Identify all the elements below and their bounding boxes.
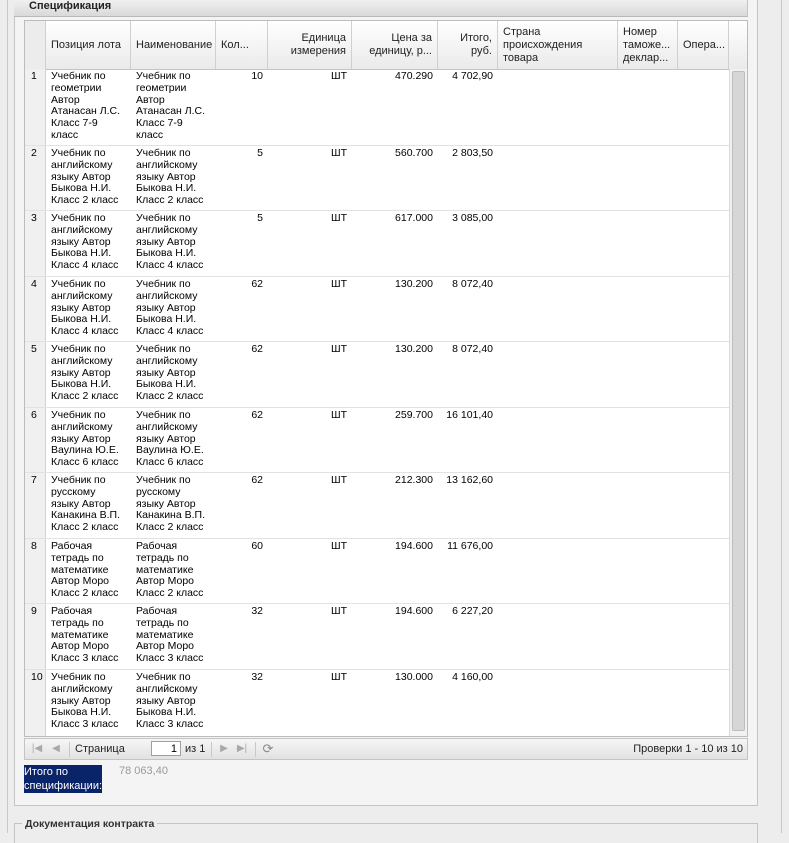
cell-price: 194.600: [395, 605, 433, 617]
header-operations[interactable]: Опера...: [678, 21, 729, 69]
total-label: Итого по спецификации:: [24, 766, 103, 792]
specification-grid: [24, 20, 748, 737]
cell-empty: [678, 69, 729, 145]
grid-pager: [24, 738, 748, 760]
header-lot-position[interactable]: Позиция лота: [46, 21, 131, 69]
cell-unit: ШТ: [330, 474, 347, 486]
contract-documentation-legend: Документация контракта: [22, 818, 157, 830]
panel-title: Спецификация: [29, 0, 112, 12]
page-count-label: из 1: [185, 743, 206, 755]
cell-price: 194.600: [395, 540, 433, 552]
cell-n: 8: [25, 539, 46, 603]
cell-price: 259.700: [395, 409, 433, 421]
cell-qty: 62: [251, 278, 263, 290]
next-page-icon[interactable]: ▶: [220, 743, 228, 754]
pager-separator: [255, 742, 256, 757]
cell-pos: Учебник по английскому языку Автор Быкова Н.И. Класс 2 класс: [51, 147, 119, 207]
pager-separator: [211, 742, 212, 757]
cell-empty: [498, 408, 618, 472]
cell-empty: [618, 69, 678, 145]
cell-empty: [678, 146, 729, 210]
cell-unit: ШТ: [330, 147, 347, 159]
grid-header: [25, 21, 747, 70]
cell-n: 6: [25, 408, 46, 472]
header-customs-declaration[interactable]: Номер таможе... деклар...: [618, 21, 678, 69]
table-row[interactable]: [25, 408, 729, 473]
cell-total: 6 227,20: [452, 605, 493, 617]
cell-qty: 5: [257, 147, 263, 159]
cell-price: 130.000: [395, 671, 433, 683]
table-row[interactable]: [25, 473, 729, 539]
first-page-icon[interactable]: |◀: [31, 743, 43, 754]
cell-n: 7: [25, 473, 46, 538]
cell-n: 2: [25, 146, 46, 210]
cell-n: 9: [25, 604, 46, 669]
grid-vertical-scrollbar[interactable]: [729, 69, 748, 736]
cell-unit: ШТ: [330, 278, 347, 290]
cell-unit: ШТ: [330, 212, 347, 224]
cell-qty: 60: [251, 540, 263, 552]
cell-name: Учебник по английскому языку Автор Быкова Н.И. Класс 2 класс: [136, 343, 204, 403]
cell-pos: Учебник по английскому языку Автор Быкова Н.И. Класс 4 класс: [51, 212, 119, 272]
cell-empty: [678, 539, 729, 603]
cell-empty: [618, 211, 678, 276]
cell-empty: [678, 473, 729, 538]
header-unit-price[interactable]: Цена за единицу, р...: [352, 21, 438, 69]
cell-unit: ШТ: [330, 70, 347, 82]
cell-pos: Учебник по английскому языку Автор Быкова Н.И. Класс 4 класс: [51, 278, 119, 338]
cell-n: 5: [25, 342, 46, 407]
cell-qty: 10: [251, 70, 263, 82]
cell-empty: [498, 604, 618, 669]
cell-empty: [498, 539, 618, 603]
table-row[interactable]: [25, 211, 729, 277]
cell-qty: 32: [251, 671, 263, 683]
cell-name: Учебник по английскому языку Автор Быкова Н.И. Класс 4 класс: [136, 278, 204, 338]
cell-empty: [618, 670, 678, 736]
header-total[interactable]: Итого, руб.: [438, 21, 498, 69]
cell-name: Учебник по русскому языку Автор Канакина В.П. Класс 2 класс: [136, 474, 205, 534]
cell-unit: ШТ: [330, 540, 347, 552]
cell-price: 560.700: [395, 147, 433, 159]
cell-empty: [618, 146, 678, 210]
table-row[interactable]: [25, 342, 729, 408]
cell-empty: [498, 146, 618, 210]
pager-status: Проверки 1 - 10 из 10: [633, 743, 743, 755]
cell-empty: [678, 670, 729, 736]
cell-empty: [498, 69, 618, 145]
cell-name: Учебник по английскому языку Автор Быкова Н.И. Класс 3 класс: [136, 671, 204, 731]
cell-unit: ШТ: [330, 343, 347, 355]
cell-total: 3 085,00: [452, 212, 493, 224]
cell-total: 2 803,50: [452, 147, 493, 159]
cell-name: Учебник по английскому языку Автор Ваулина Ю.Е. Класс 6 класс: [136, 409, 204, 469]
cell-name: Учебник по английскому языку Автор Быкова Н.И. Класс 2 класс: [136, 147, 204, 207]
table-row[interactable]: [25, 277, 729, 342]
prev-page-icon[interactable]: ◀: [52, 743, 60, 754]
cell-empty: [498, 211, 618, 276]
cell-pos: Учебник по английскому языку Автор Ваулина Ю.Е. Класс 6 класс: [51, 409, 119, 469]
specification-panel-header: [14, 0, 748, 17]
cell-empty: [618, 539, 678, 603]
cell-empty: [498, 670, 618, 736]
header-rownum: [25, 21, 46, 69]
cell-total: 8 072,40: [452, 278, 493, 290]
cell-pos: Учебник по английскому языку Автор Быкова Н.И. Класс 2 класс: [51, 343, 119, 403]
last-page-icon[interactable]: ▶|: [236, 743, 248, 754]
scrollbar-thumb[interactable]: [732, 71, 745, 731]
cell-empty: [678, 342, 729, 407]
cell-total: 8 072,40: [452, 343, 493, 355]
page-label: Страница: [75, 743, 125, 755]
table-row[interactable]: [25, 69, 729, 146]
table-row[interactable]: [25, 539, 729, 604]
table-row[interactable]: [25, 604, 729, 670]
cell-total: 16 101,40: [446, 409, 493, 421]
header-quantity[interactable]: Кол...: [216, 21, 268, 69]
cell-n: 3: [25, 211, 46, 276]
cell-n: 4: [25, 277, 46, 341]
cell-n: 10: [25, 670, 46, 736]
cell-pos: Рабочая тетрадь по математике Автор Моро Класс 2 класс: [51, 540, 119, 600]
cell-empty: [618, 408, 678, 472]
cell-empty: [618, 604, 678, 669]
cell-total: 4 160,00: [452, 671, 493, 683]
cell-empty: [498, 342, 618, 407]
header-name[interactable]: Наименование: [131, 21, 216, 69]
cell-qty: 62: [251, 343, 263, 355]
cell-empty: [678, 277, 729, 341]
pager-separator: [69, 742, 70, 757]
cell-qty: 62: [251, 474, 263, 486]
cell-empty: [498, 277, 618, 341]
page-number-input[interactable]: [151, 741, 181, 756]
table-row[interactable]: [25, 670, 729, 737]
cell-n: 1: [25, 69, 46, 145]
header-country-origin[interactable]: Страна происхождения товара: [498, 21, 618, 69]
cell-price: 470.290: [395, 70, 433, 82]
cell-name: Рабочая тетрадь по математике Автор Моро Класс 3 класс: [136, 605, 204, 665]
cell-empty: [498, 473, 618, 538]
cell-qty: 62: [251, 409, 263, 421]
cell-qty: 32: [251, 605, 263, 617]
cell-empty: [618, 342, 678, 407]
cell-price: 130.200: [395, 278, 433, 290]
header-unit[interactable]: Единица измерения: [268, 21, 352, 69]
refresh-icon[interactable]: ⟳: [262, 741, 274, 756]
cell-name: Учебник по английскому языку Автор Быкова Н.И. Класс 4 класс: [136, 212, 204, 272]
cell-price: 617.000: [395, 212, 433, 224]
cell-total: 4 702,90: [452, 70, 493, 82]
outer-left-border: [7, 0, 8, 833]
cell-pos: Рабочая тетрадь по математике Автор Моро Класс 3 класс: [51, 605, 119, 665]
cell-name: Рабочая тетрадь по математике Автор Моро Класс 2 класс: [136, 540, 204, 600]
cell-unit: ШТ: [330, 605, 347, 617]
cell-pos: Учебник по геометрии Автор Атанасан Л.С. Класс 7-9 класс: [51, 70, 121, 141]
cell-unit: ШТ: [330, 409, 347, 421]
cell-empty: [618, 277, 678, 341]
cell-total: 13 162,60: [446, 474, 493, 486]
cell-qty: 5: [257, 212, 263, 224]
cell-empty: [678, 604, 729, 669]
cell-pos: Учебник по английскому языку Автор Быкова Н.И. Класс 3 класс: [51, 671, 119, 731]
cell-empty: [618, 473, 678, 538]
cell-pos: Учебник по русскому языку Автор Канакина В.П. Класс 2 класс: [51, 474, 120, 534]
cell-price: 212.300: [395, 474, 433, 486]
cell-total: 11 676,00: [447, 540, 493, 552]
cell-name: Учебник по геометрии Автор Атанасан Л.С. Класс 7-9 класс: [136, 70, 206, 141]
total-value: 78 063,40: [119, 765, 168, 777]
table-row[interactable]: [25, 146, 729, 211]
cell-price: 130.200: [395, 343, 433, 355]
cell-empty: [678, 211, 729, 276]
cell-empty: [678, 408, 729, 472]
cell-unit: ШТ: [330, 671, 347, 683]
outer-right-border: [781, 0, 782, 833]
